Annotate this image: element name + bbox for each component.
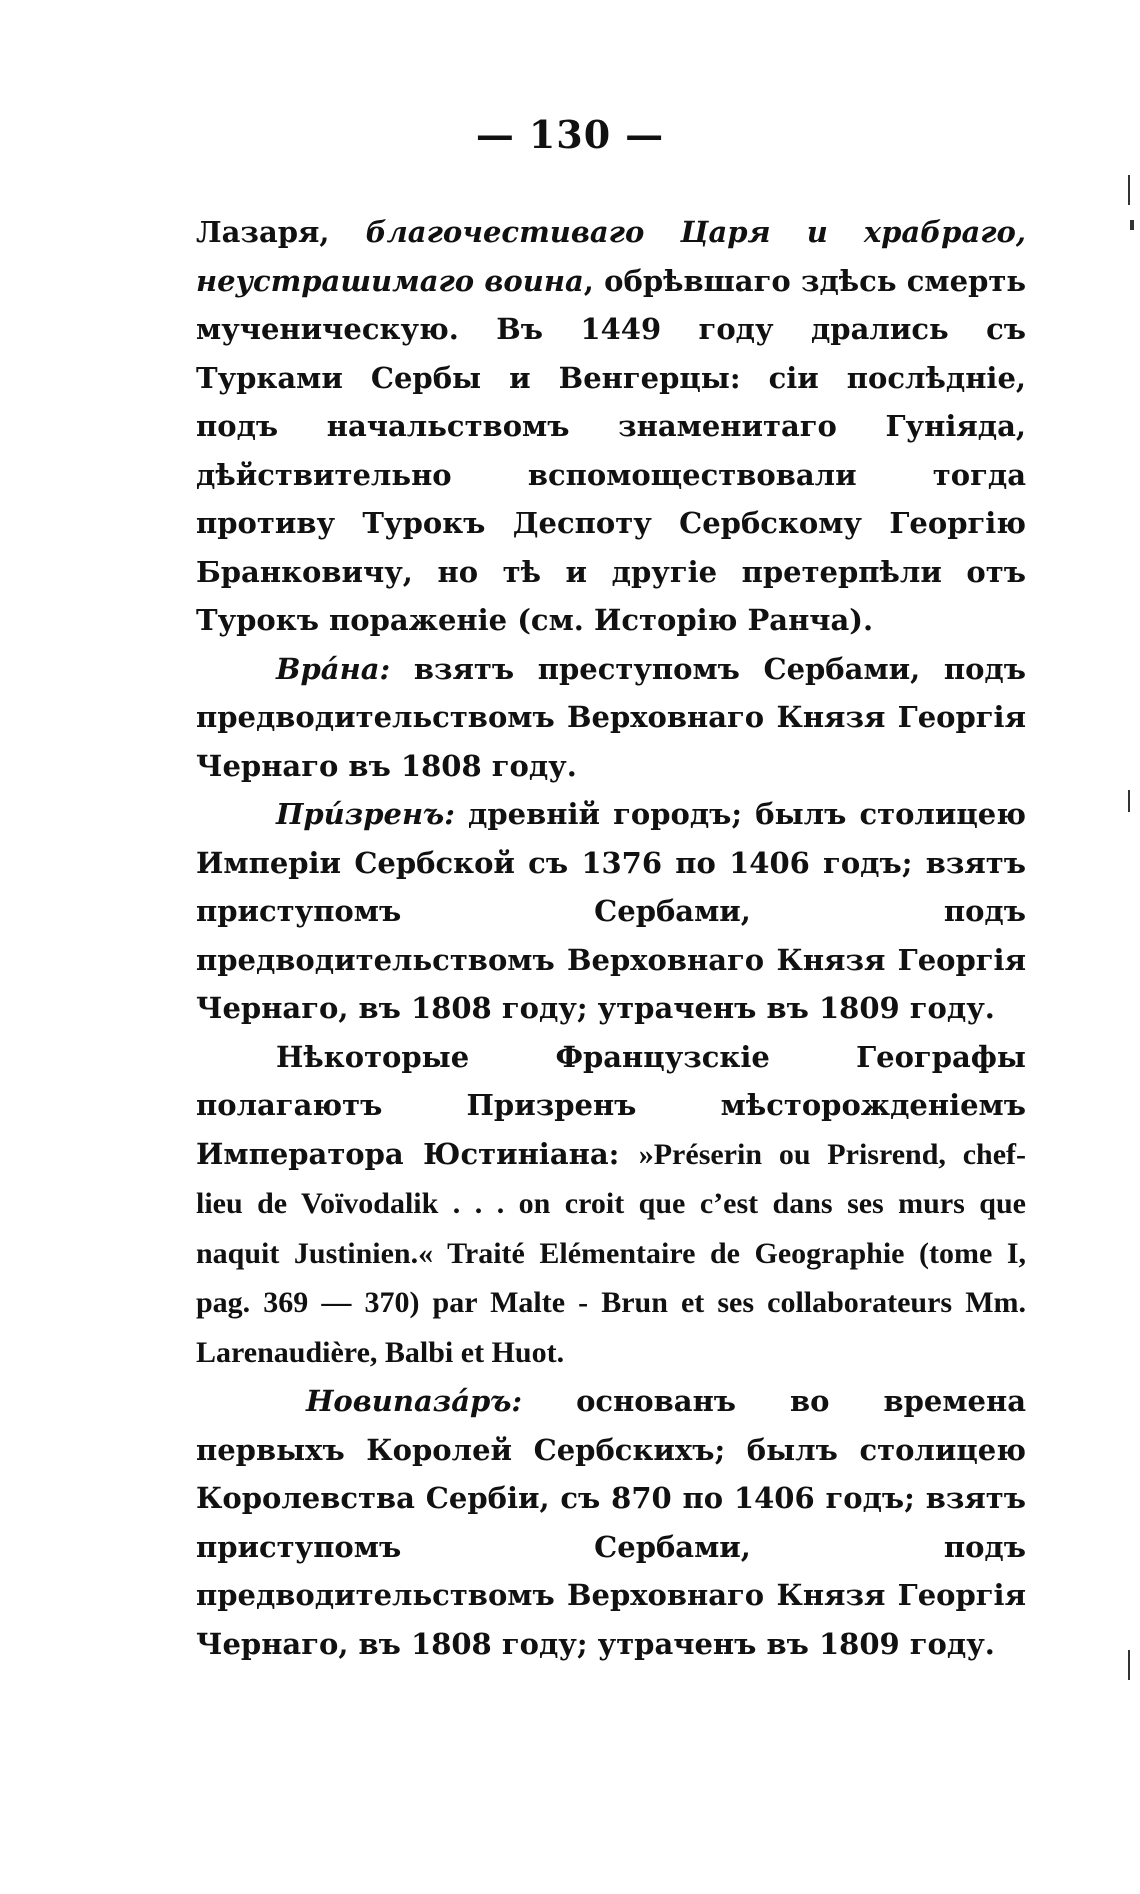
paragraph-prizren bbox=[196, 790, 1026, 1033]
paragraph-french-geographers bbox=[196, 1033, 1026, 1378]
scan-artifact bbox=[1130, 220, 1134, 230]
paragraph-lazar bbox=[196, 208, 1026, 645]
page-number-right-dash: — bbox=[625, 112, 665, 157]
paragraph-novipazar bbox=[196, 1377, 1026, 1668]
scan-artifact bbox=[1128, 175, 1130, 205]
scan-artifact bbox=[1128, 790, 1130, 812]
place-name-prizren: Прúзренъ: bbox=[276, 797, 455, 831]
page-number-left-dash: — bbox=[475, 112, 515, 157]
paragraph-segment: основанъ во времена первыхъ Королей Сербскихъ; былъ столицею Королевства Сербіи, съ 870 по 1406 годъ; взятъ приступомъ Сербами, подъ предводительствомъ Верховнаго Князя Георгія Чернаго, въ 1808 году; утраченъ въ 1809 году. bbox=[196, 1384, 1026, 1661]
paragraph-segment-italic: благочестиваго Царя и храбраго, неустрашимаго воина bbox=[196, 215, 1026, 298]
paragraph-vrana bbox=[196, 645, 1026, 791]
paragraph-segment: древній городъ; былъ столицею Имперіи Сербской съ 1376 по 1406 годъ; взятъ приступомъ Сербами, подъ предводительствомъ Верховнаго Князя Георгія Чернаго, въ 1808 году; утраченъ въ 1809 году. bbox=[196, 797, 1026, 1025]
page-number bbox=[0, 112, 1140, 157]
paragraph-segment: взятъ преступомъ Сербами, подъ предводительствомъ Верховнаго Князя Георгія Чернаго въ 1808 году. bbox=[196, 651, 1026, 783]
scan-artifact bbox=[1128, 1650, 1130, 1680]
page-number-value: 130 bbox=[528, 112, 612, 157]
body-text bbox=[196, 208, 1026, 1668]
place-name-novipazar: Новипазáръ: bbox=[306, 1384, 523, 1418]
paragraph-segment: Лазаря, bbox=[196, 215, 366, 249]
paragraph-segment: , обрѣвшаго здѣсь смерть мученическую. Въ 1449 году дрались съ Турками Сербы и Венгерцы: сіи послѣдніе, подъ начальствомъ знаменитаго Гуніяда, дѣйствительно вспомоществовали тогда противу Турокъ Деспоту Сербскому Георгію Бранковичу, но тѣ и другіе претерпѣли отъ Турокъ пораженіе (см. Исторію Ранча). bbox=[196, 263, 1026, 637]
place-name-vrana: Врáна: bbox=[276, 651, 391, 686]
french-quotation: »Préserin ou Prisrend, chef-lieu de Voïvodalik . . . on croit que c’est dans ses murs que naquit Justinien.« Traité Elémentaire de Geographie (tome I, pag. 369 — 370) par Malte - Brun et ses collaborateurs Mm. Larenaudière, Balbi et Huot. bbox=[196, 1137, 1027, 1369]
paragraph-segment: Нѣкоторые Французскіе Географы полагаютъ Призренъ мѣсторожденіемъ Императора Юстиніана: bbox=[196, 1039, 1026, 1171]
